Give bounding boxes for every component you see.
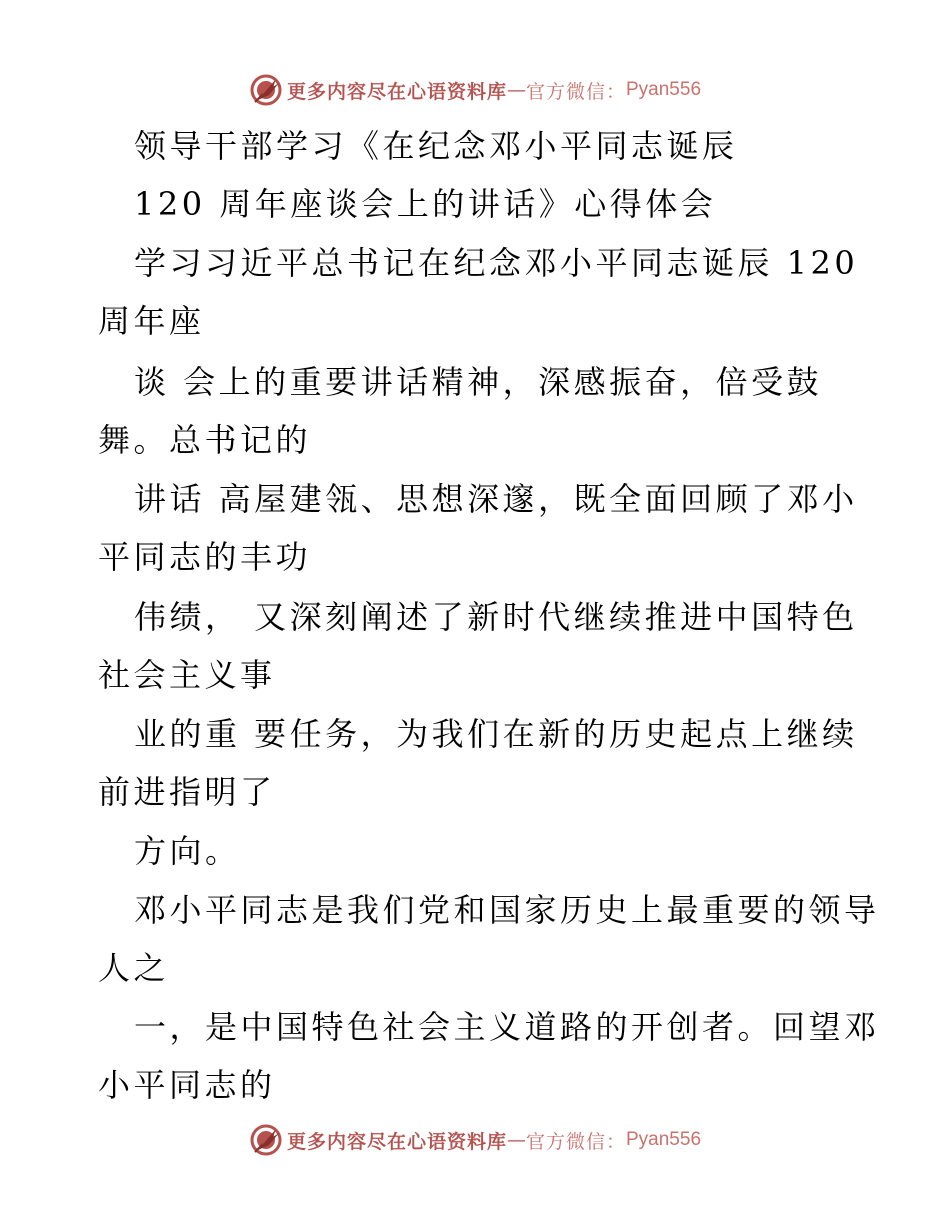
banner-wechat-id: Pyan556 xyxy=(626,79,702,100)
doc-line: 业的重 要任务，为我们在新的历史起点上继续 xyxy=(134,715,858,753)
doc-line: 方向。 xyxy=(134,832,241,870)
doc-line: 一，是中国特色社会主义道路的开创者。回望邓 xyxy=(134,1008,880,1046)
doc-line: 讲话 高屋建瓴、思想深邃，既全面回顾了邓小 xyxy=(134,480,858,518)
quill-logo-icon xyxy=(249,1123,283,1157)
banner-wechat-id: Pyan556 xyxy=(626,1129,702,1150)
banner-separator: — xyxy=(506,1129,526,1151)
banner-site-text: 更多内容尽在心语资料库 xyxy=(286,1130,507,1153)
banner-wechat-label: 官方微信： xyxy=(525,80,626,103)
doc-title-line-1: 领导干部学习《在纪念邓小平同志诞辰 xyxy=(134,127,738,165)
doc-line: 周年座 xyxy=(98,302,205,340)
quill-logo-icon xyxy=(249,73,283,107)
banner-site-text: 更多内容尽在心语资料库 xyxy=(286,80,507,103)
doc-line: 学习习近平总书记在纪念邓小平同志诞辰 120 xyxy=(134,244,859,282)
footer-banner xyxy=(0,1118,950,1162)
doc-line: 舞。总书记的 xyxy=(98,421,312,459)
banner-separator: — xyxy=(506,79,526,101)
doc-line: 平同志的丰功 xyxy=(98,538,312,576)
doc-line: 人之 xyxy=(98,949,170,987)
header-banner xyxy=(0,68,950,112)
banner-wechat-label: 官方微信： xyxy=(525,1130,626,1153)
doc-line: 前进指明了 xyxy=(98,773,276,811)
doc-line: 小平同志的 xyxy=(98,1066,276,1104)
doc-line: 社会主义事 xyxy=(98,656,276,694)
doc-title-line-2: 120 周年座谈会上的讲话》心得体会 xyxy=(134,185,717,223)
doc-line: 谈 会上的重要讲话精神，深感振奋，倍受鼓 xyxy=(134,363,823,401)
doc-line: 伟绩， 又深刻阐述了新时代继续推进中国特色 xyxy=(134,598,858,636)
doc-line: 邓小平同志是我们党和国家历史上最重要的领导 xyxy=(134,891,880,929)
